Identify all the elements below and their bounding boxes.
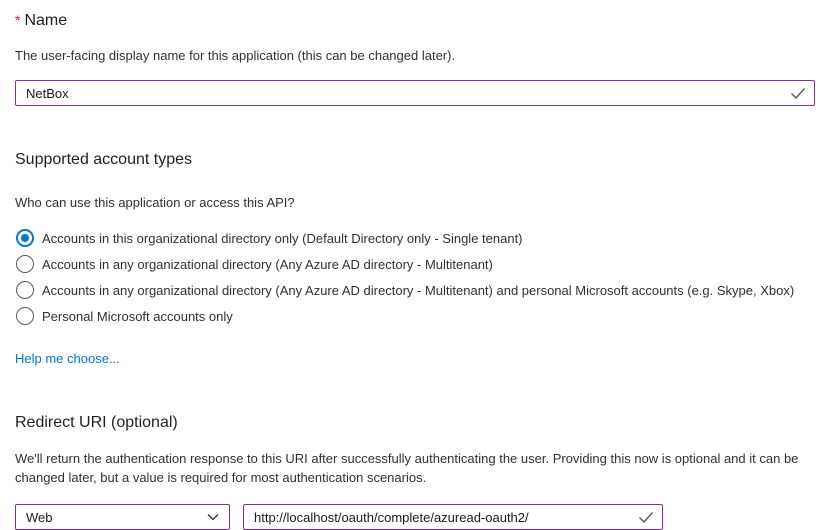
radio-button-icon[interactable] xyxy=(16,255,34,273)
name-input[interactable] xyxy=(15,80,815,106)
name-input-wrap xyxy=(15,80,815,106)
account-types-heading: Supported account types xyxy=(15,151,193,168)
radio-option-multitenant-personal[interactable] xyxy=(15,277,815,303)
redirect-uri-input[interactable] xyxy=(243,504,663,530)
platform-dropdown[interactable] xyxy=(15,504,230,530)
redirect-uri-description: We'll return the authentication response to this URI after successfully authenticating the user. Providing this now is optional and it can be changed later, but a value is required for most authentication scenarios. xyxy=(15,451,799,485)
radio-button-icon[interactable] xyxy=(16,281,34,299)
uri-input-wrap xyxy=(243,504,663,530)
name-heading-label: Name xyxy=(24,12,68,29)
chevron-down-icon xyxy=(206,510,220,524)
name-section-heading xyxy=(15,10,815,31)
radio-button-icon[interactable] xyxy=(16,307,34,325)
radio-button-icon[interactable] xyxy=(16,229,34,247)
radio-option-single-tenant[interactable] xyxy=(15,225,815,251)
redirect-uri-row xyxy=(15,504,815,530)
platform-dropdown-value: Web xyxy=(26,509,53,525)
radio-option-label: Accounts in any organizational directory (Any Azure AD directory - Multitenant) and personal Microsoft accounts (e.g. Skype, Xbox) xyxy=(42,282,795,298)
redirect-uri-section xyxy=(15,413,815,530)
account-types-question: Who can use this application or access this API? xyxy=(15,195,295,210)
radio-option-personal-only[interactable] xyxy=(15,303,815,329)
name-description: The user-facing display name for this application (this can be changed later). xyxy=(15,48,456,63)
account-types-section xyxy=(15,150,815,368)
help-me-choose-link[interactable]: Help me choose... xyxy=(15,351,120,366)
account-types-radio-group xyxy=(15,225,815,329)
required-asterisk: * xyxy=(15,12,21,28)
radio-option-label: Accounts in this organizational directory only (Default Directory only - Single tenant) xyxy=(42,230,523,246)
radio-option-multitenant[interactable] xyxy=(15,251,815,277)
name-section xyxy=(15,10,815,106)
redirect-uri-heading: Redirect URI (optional) xyxy=(15,414,178,431)
radio-option-label: Accounts in any organizational directory (Any Azure AD directory - Multitenant) xyxy=(42,256,493,272)
radio-option-label: Personal Microsoft accounts only xyxy=(42,308,233,324)
